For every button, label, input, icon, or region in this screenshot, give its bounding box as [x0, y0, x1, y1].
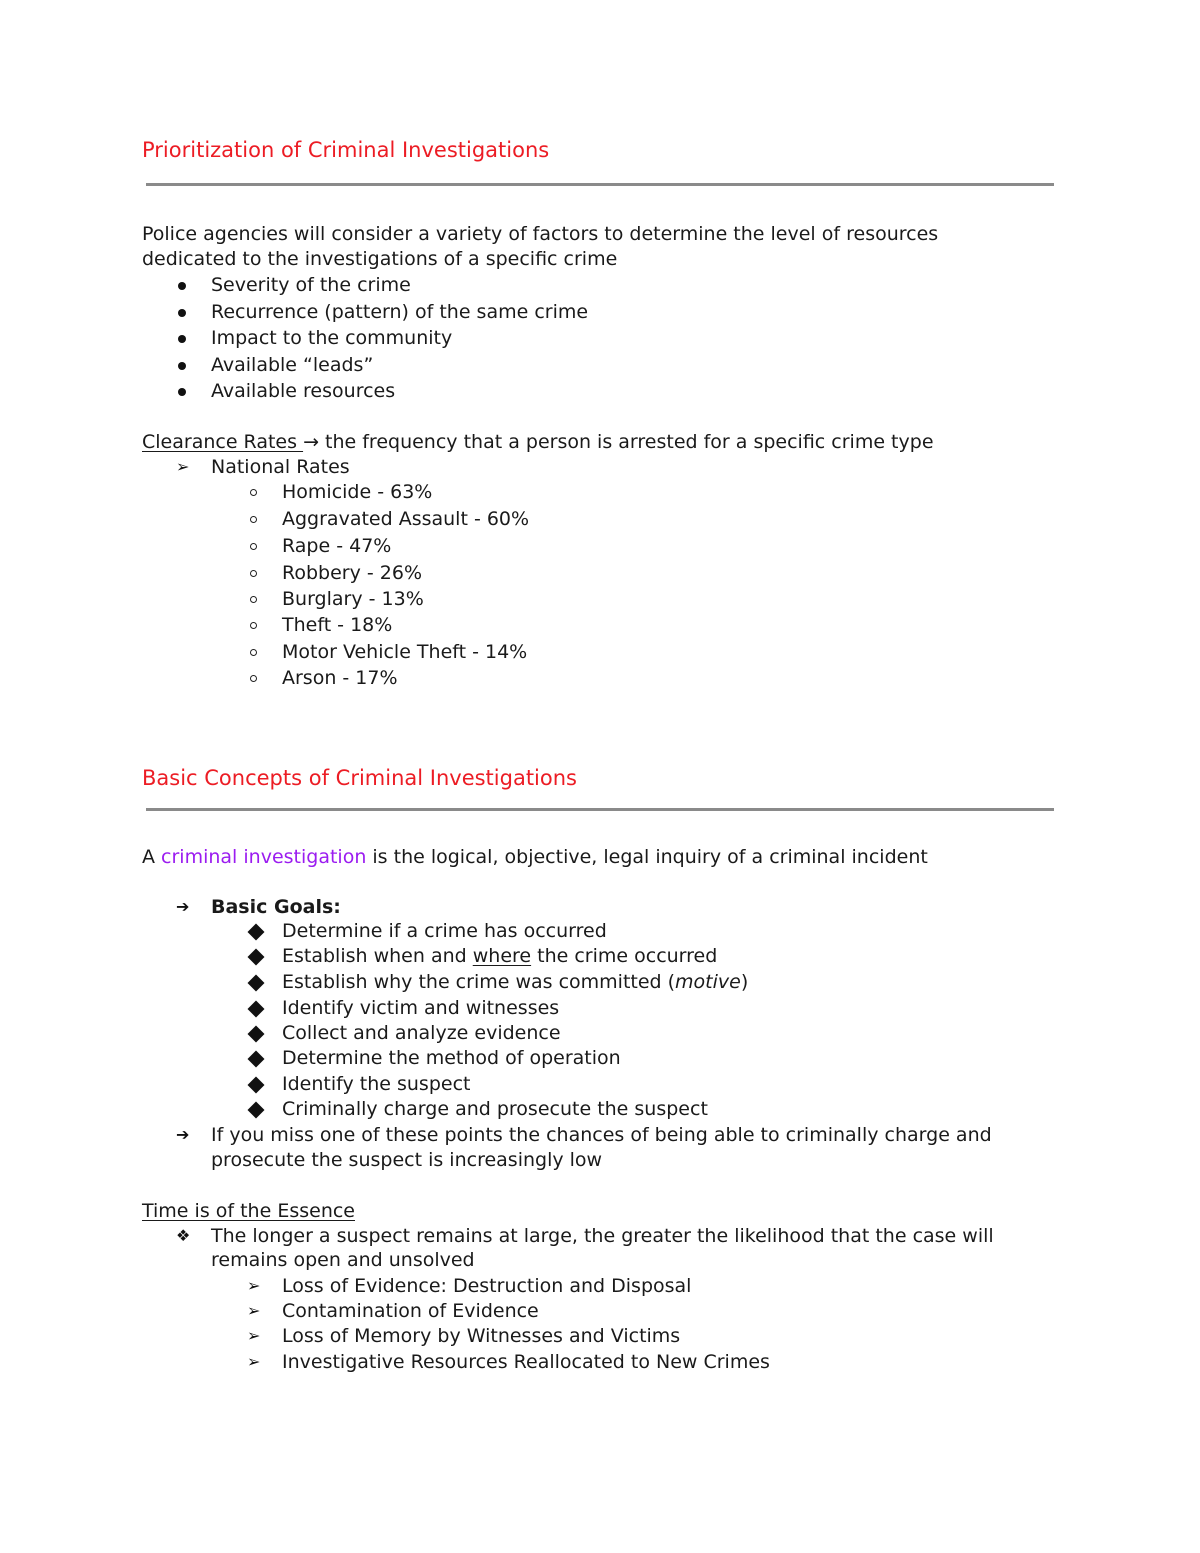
diamond-bullet-icon [248, 1102, 265, 1119]
goal-item: Identify the suspect [282, 1073, 471, 1095]
circle-bullet-icon [250, 622, 257, 629]
goal-text-italic: motive [675, 971, 741, 993]
goal-item [282, 970, 748, 994]
diamond-bullet-icon [248, 949, 265, 966]
circle-bullet-icon [250, 596, 257, 603]
goal-item: Determine the method of operation [282, 1047, 621, 1069]
circle-bullet-icon [250, 649, 257, 656]
goal-item: Identify victim and witnesses [282, 997, 560, 1019]
bullet-icon [178, 388, 186, 396]
bullet-icon [178, 362, 186, 370]
arrowhead-bullet-icon: ➢ [247, 1326, 261, 1345]
section1-heading: Prioritization of Criminal Investigations [142, 138, 550, 162]
rate-item: Robbery - 26% [282, 562, 423, 584]
rate-item: Aggravated Assault - 60% [282, 508, 530, 530]
arrowhead-bullet-icon: ➢ [176, 457, 190, 476]
factor-item: Impact to the community [211, 327, 453, 349]
definition-line [142, 845, 928, 869]
intro-line-2: dedicated to the investigations of a specific crime [142, 248, 618, 270]
definition-rest: is the logical, objective, legal inquiry of a criminal incident [366, 846, 928, 868]
time-line-1: The longer a suspect remains at large, the greater the likelihood that the case will [211, 1225, 994, 1247]
goal-item [282, 944, 717, 968]
diamond-bullet-icon [248, 1026, 265, 1043]
goal-item: Collect and analyze evidence [282, 1022, 561, 1044]
factor-item: Recurrence (pattern) of the same crime [211, 301, 589, 323]
rate-item: Theft - 18% [282, 614, 393, 636]
circle-bullet-icon [250, 543, 257, 550]
four-diamond-bullet-icon: ❖ [176, 1226, 191, 1245]
diamond-bullet-icon [248, 1077, 265, 1094]
rate-item: Burglary - 13% [282, 588, 424, 610]
intro-line-1: Police agencies will consider a variety of factors to determine the level of resources [142, 223, 939, 245]
rate-item: Homicide - 63% [282, 481, 433, 503]
clearance-rates-term: Clearance Rates [142, 431, 304, 453]
definition-prefix: A [142, 846, 162, 868]
diamond-bullet-icon [248, 975, 265, 992]
goal-item: Determine if a crime has occurred [282, 920, 607, 942]
arrowhead-bullet-icon: ➢ [247, 1276, 261, 1295]
time-line-2: remains open and unsolved [211, 1249, 475, 1271]
circle-bullet-icon [250, 675, 257, 682]
basic-goals-label: Basic Goals: [211, 896, 341, 918]
time-item: Loss of Evidence: Destruction and Disposal [282, 1275, 692, 1297]
arrow-bullet-icon: ➔ [176, 1125, 190, 1144]
national-rates-label: National Rates [211, 456, 350, 478]
bullet-icon [178, 309, 186, 317]
factor-item: Available “leads” [211, 354, 374, 376]
goal-text: Establish why the crime was committed ( [282, 971, 676, 993]
bullet-icon [178, 282, 186, 290]
arrowhead-bullet-icon: ➢ [247, 1352, 261, 1371]
bullet-icon [178, 335, 186, 343]
miss-points-line-2: prosecute the suspect is increasingly low [211, 1149, 603, 1171]
circle-bullet-icon [250, 489, 257, 496]
goal-text: ) [740, 971, 749, 993]
definition-term: criminal investigation [161, 846, 367, 868]
time-item: Investigative Resources Reallocated to New Crimes [282, 1351, 770, 1373]
goal-text-underlined: where [472, 945, 532, 967]
rate-item: Arson - 17% [282, 667, 398, 689]
factor-item: Available resources [211, 380, 396, 402]
clearance-rates-line [142, 430, 934, 454]
goal-text: Establish when and [282, 945, 473, 967]
circle-bullet-icon [250, 516, 257, 523]
section2-divider [146, 808, 1054, 811]
rate-item: Motor Vehicle Theft - 14% [282, 641, 528, 663]
time-item: Contamination of Evidence [282, 1300, 539, 1322]
miss-points-line-1: If you miss one of these points the chances of being able to criminally charge and [211, 1124, 992, 1146]
section2-heading: Basic Concepts of Criminal Investigations [142, 766, 577, 790]
circle-bullet-icon [250, 570, 257, 577]
time-essence-heading: Time is of the Essence [142, 1200, 355, 1222]
arrowhead-bullet-icon: ➢ [247, 1301, 261, 1320]
factor-item: Severity of the crime [211, 274, 411, 296]
diamond-bullet-icon [248, 1051, 265, 1068]
diamond-bullet-icon [248, 924, 265, 941]
arrow-bullet-icon: ➔ [176, 897, 190, 916]
rate-item: Rape - 47% [282, 535, 392, 557]
goal-text: the crime occurred [531, 945, 718, 967]
diamond-bullet-icon [248, 1001, 265, 1018]
section1-divider [146, 183, 1054, 186]
clearance-rates-definition: → the frequency that a person is arrested for a specific crime type [303, 431, 934, 453]
goal-item: Criminally charge and prosecute the suspect [282, 1098, 708, 1120]
time-item: Loss of Memory by Witnesses and Victims [282, 1325, 681, 1347]
